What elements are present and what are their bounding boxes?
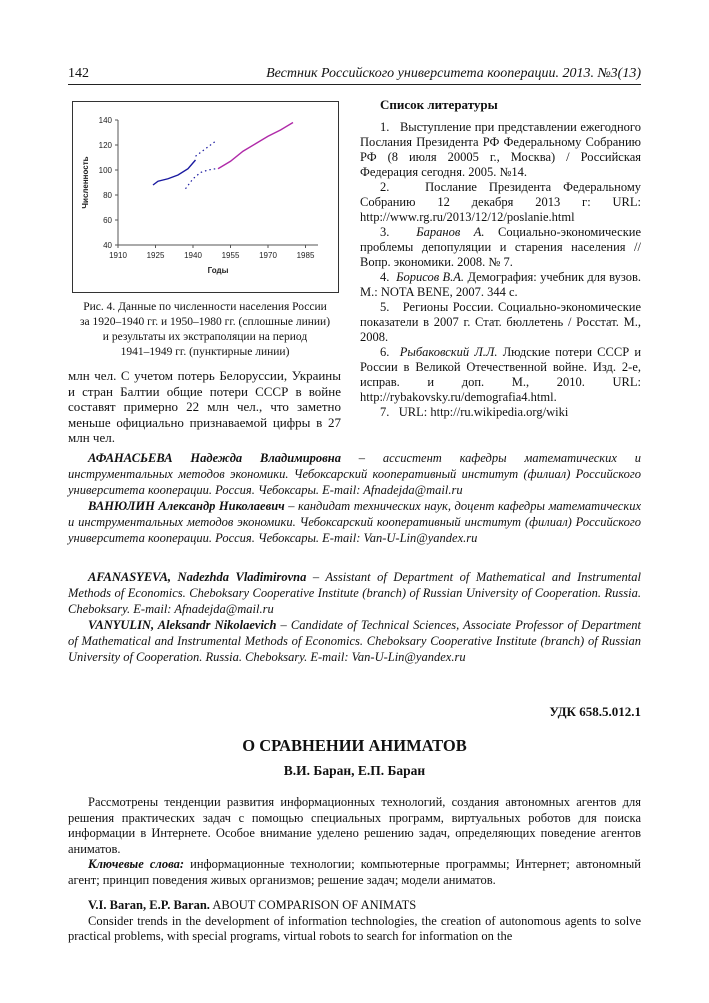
english-title: ABOUT COMPARISON OF ANIMATS [209, 898, 417, 912]
y-axis-label: Численность [81, 156, 90, 209]
paragraph: млн чел. С учетом потерь Белоруссии, Украины и стран Балтии общие потери СССР в войне составят примерно 22 млн чел., что заметно меньше официально признаваемой цифры в 27 млн чел. [68, 368, 341, 445]
authors-russian [68, 450, 641, 546]
authors-english [68, 569, 641, 665]
series-line-dotted [186, 169, 216, 189]
x-tick-label: 1910 [109, 251, 127, 260]
references [360, 97, 641, 420]
reference-item: 6. Рыбаковский Л.Л. Людские потери СССР и России в Великой Отечественной войне. Изд. 2-е, исправ. и доп. М., 2010. URL: http://rybakovsky.ru/demografia4.html. [360, 345, 642, 404]
keywords-label: Ключевые слова: [88, 857, 185, 871]
x-tick-label: 1985 [296, 251, 315, 260]
english-title-line [68, 898, 641, 914]
caption-line: Рис. 4. Данные по численности населения России [83, 301, 327, 313]
series-line-solid [218, 123, 293, 169]
y-tick-label: 80 [103, 191, 112, 200]
article-title: О СРАВНЕНИИ АНИМАТОВ [242, 736, 467, 755]
x-tick-label: 1925 [146, 251, 165, 260]
x-tick-label: 1970 [259, 251, 277, 260]
y-tick-label: 120 [98, 141, 112, 150]
page-number: 142 [68, 66, 89, 81]
y-tick-label: 100 [98, 166, 112, 175]
caption-line: за 1920–1940 гг. и 1950–1980 гг. (сплошные линии) [79, 316, 331, 328]
author-entry: АФАНАСЬЕВА Надежда Владимировна – ассистент кафедры математических и инструментальных методов экономики. Чебоксарский кооперативный институт (филиал) Российского университета кооперации. Россия. Чебоксары. E-mail: Afnadejda@mail.ru [68, 451, 641, 497]
udk-code: УДК 658.5.012.1 [549, 704, 641, 719]
journal-title: Вестник Российского университета кооперации. 2013. №3(13) [266, 66, 641, 81]
abstract-paragraph: Рассмотрены тенденции развития информационных технологий, создания автономных агентов для решения практических задач с помощью специальных программ, виртуальных роботов для поиска информации в Интернете. Особое внимание уделено решению задач, определяющих поведение агентов аниматов. [68, 795, 641, 856]
references-heading: Список литературы [380, 97, 498, 112]
x-axis-label: Годы [207, 266, 229, 275]
article-authors: В.И. Баран, Е.П. Баран [283, 763, 426, 778]
reference-item: 5. Регионы России. Социально-экономические показатели в 2007 г. Стат. бюллетень / Росстат. М., 2008. [360, 300, 641, 344]
abstract-russian [68, 795, 641, 888]
y-tick-label: 40 [103, 241, 112, 250]
abstract-english [68, 898, 641, 945]
author-entry: VANYULIN, Aleksandr Nikolaevich – Candidate of Technical Sciences, Associate Professor of Department of Mathematical and Instrumental Methods of Economics. Cheboksary Cooperative Institute (branch) of Russian University of Cooperation. Russia. Cheboksary. E-mail: Van-U-Lin@yandex.ru [68, 618, 641, 664]
reference-item: 3. Баранов А. Социально-экономические проблемы депопуляции и старения населения // Вопр. экономики. 2008. № 7. [360, 225, 642, 269]
author-entry: ВАНЮЛИН Александр Николаевич – кандидат технических наук, доцент кафедры математических и инструментальных методов экономики. Чебоксарский кооперативный институт (филиал) Российского университета кооперации. Россия. Чебоксары. E-mail: Van-U-Lin@yandex.ru [68, 499, 641, 545]
reference-item: 4. Борисов В.А. Демография: учебник для вузов. М.: NOTA BENE, 2007. 344 с. [360, 270, 641, 299]
series-line-dotted [196, 141, 216, 156]
caption-line: и результаты их экстраполяции на период [102, 331, 308, 343]
reference-item: 2. Послание Президента Федеральному Собранию 12 декабря 2013 г: URL: http://www.rg.ru/2013/12/12/poslanie.html [360, 180, 641, 224]
keywords-paragraph [68, 857, 641, 888]
reference-item: 1. Выступление при представлении ежегодного Послания Президента РФ Федеральному Собранию РФ (8 июля 20005 г., Москва) / Российская Федерация сегодня. 2005. №14. [360, 120, 642, 179]
y-tick-label: 60 [103, 216, 112, 225]
header-rule [68, 84, 641, 85]
author-entry: AFANASYEVA, Nadezhda Vladimirovna – Assistant of Department of Mathematical and Instrumental Methods of Economics. Cheboksary Cooperative Institute (branch) of Russian University of Cooperation. Russia. Cheboksary. E-mail: Afnadejda@mail.ru [68, 570, 641, 616]
keywords-text: информационные технологии; компьютерные программы; Интернет; автономный агент; принцип поведения живых организмов; решение задач; модели аниматов. [68, 857, 641, 887]
x-tick-label: 1940 [184, 251, 202, 260]
x-tick-label: 1955 [221, 251, 240, 260]
english-authors: V.I. Baran, E.P. Baran. [88, 898, 210, 912]
left-column-text [68, 368, 341, 446]
caption-line: 1941–1949 гг. (пунктирные линии) [120, 346, 290, 358]
english-abstract: Consider trends in the development of information technologies, the creation of autonomous agents to solve practical problems, with special programs, virtual robots to search for information on the [68, 913, 641, 943]
series-line-solid [153, 160, 196, 185]
reference-item: 7. URL: http://ru.wikipedia.org/wiki [380, 405, 569, 419]
y-tick-label: 140 [98, 116, 112, 125]
chart-canvas [73, 102, 338, 292]
figure-caption [70, 300, 340, 360]
population-chart [72, 101, 339, 293]
